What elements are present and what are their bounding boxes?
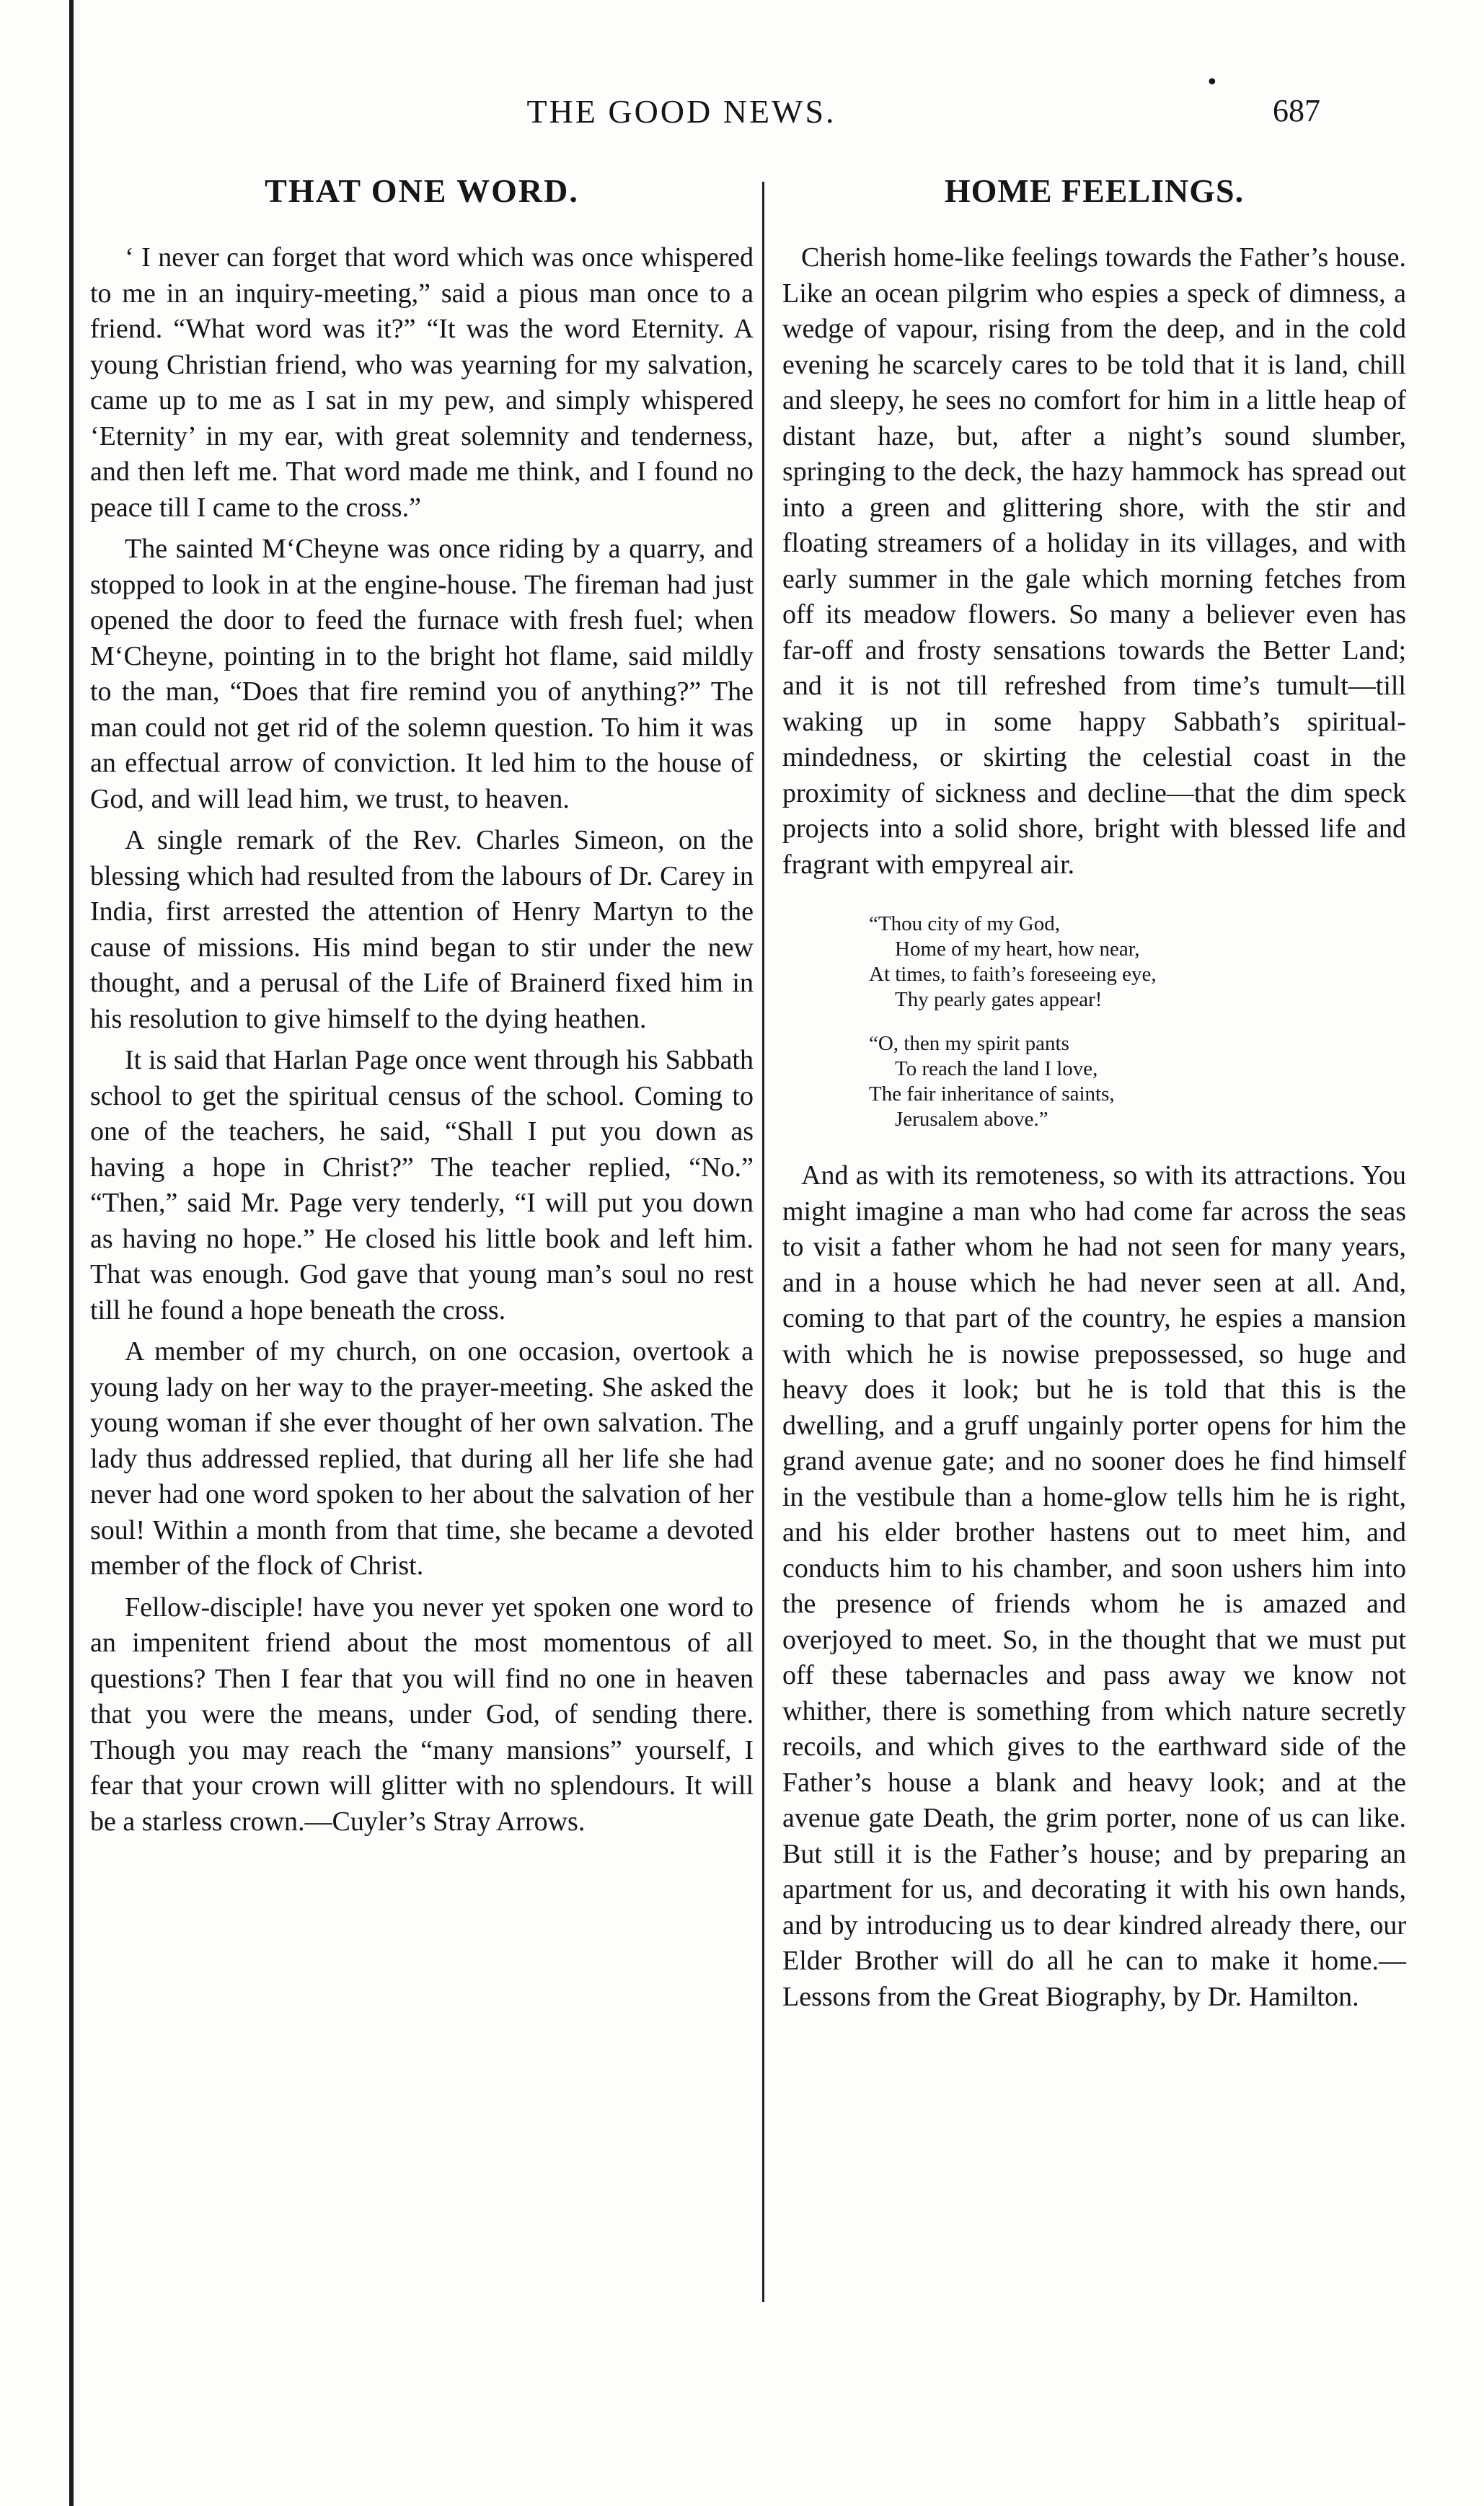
article-title: THAT ONE WORD. bbox=[265, 172, 579, 209]
article-title: HOME FEELINGS. bbox=[944, 172, 1245, 209]
page-left-edge-rule bbox=[69, 0, 74, 2506]
print-speck: • bbox=[1206, 70, 1219, 95]
article-paragraph: It is said that Harlan Page once went through his Sabbath school to get the spiritual census of the school. Coming to one of the teachers, he said, “Shall I put you down as having a hope in Christ?” The teacher replied, “No.” “Then,” said Mr. Page very tenderly, “I will put you down as having no hope.” He closed his little book and left him. That was enough. God gave that young man’s soul no rest till he found a hope beneath the cross. bbox=[90, 1045, 754, 1325]
poem-line: The fair inheritance of saints, bbox=[869, 1082, 1115, 1106]
article-paragraph: Cherish home-like feelings towards the Father’s house. Like an ocean pilgrim who espies a speck of dimness, a wedge of vapour, rising from the deep, and in the cold evening he scarcely cares to be told that it is land, chill and sleepy, he sees no comfort for him in a little heap of distant haze, but, after a night’s sound slumber, springing to the deck, the hazy hammock has spread out into a green and glittering shore, with the stir and floating streamers of a holiday in its villages, and with early summer in the gale which morning fetches from off its meadow flowers. So many a believer even has far-off and frosty sensations towards the Better Land; and it is not till refreshed from time’s tumult—till waking up in some happy Sabbath’s spiritual-mindedness, or skirting the celestial coast in the proximity of sickness and decline—that the dim speck projects into a solid shore, bright with blessed life and fragrant with empyreal air. bbox=[782, 242, 1406, 880]
poem-line: At times, to faith’s foreseeing eye, bbox=[869, 963, 1157, 986]
poem-line: Thy pearly gates appear! bbox=[895, 988, 1103, 1011]
poem-line: To reach the land I love, bbox=[895, 1057, 1098, 1080]
article-home-feelings bbox=[782, 172, 1406, 2021]
article-paragraph: And as with its remoteness, so with its attractions. You might imagine a man who had come far across the seas to visit a father whom he had not seen for many years, and in a house which he had never seen at all. And, coming to that part of the country, he espies a mansion with which he is nowise prepossessed, so huge and heavy does it look; but he is told that this is the dwelling, and a gruff ungainly porter opens for him the grand avenue gate; and no sooner does he find himself in the vestibule than a home-glow tells him he is right, and his elder brother hastens out to meet him, and conducts him to his chamber, and soon ushers him into the presence of friends whom he is amazed and overjoyed to meet. So, in the thought that we must put off these tabernacles and pass away we know not whither, there is something from which nature secretly recoils, and which gives to the earthward side of the Father’s house a blank and heavy look; and at the avenue gate Death, the grim porter, none of us can like. But still it is the Father’s house; and by preparing an apartment for us, and decorating it with his own hands, and by introducing us to dear kindred already there, our Elder Brother will do all he can to make it home.—Lessons from the Great Biography, by Dr. Hamilton. bbox=[782, 1160, 1406, 2012]
poem bbox=[869, 912, 1406, 1132]
running-head: THE GOOD NEWS. bbox=[526, 93, 836, 130]
poem-line: Jerusalem above.” bbox=[895, 1108, 1048, 1131]
article-that-one-word bbox=[90, 172, 754, 1845]
article-paragraph: ‘ I never can forget that word which was once whispered to me in an inquiry-meeting,” said a pious man once to a friend. “What word was it?” “It was the word Eternity. A young Christian friend, who was yearning for my salvation, came up to me as I sat in my pew, and simply whispered ‘Eternity’ in my ear, with great solemnity and tenderness, and then left me. That word made me think, and I found no peace till I came to the cross.” bbox=[90, 242, 754, 523]
poem-line: “O, then my spirit pants bbox=[869, 1032, 1069, 1055]
article-paragraph: A member of my church, on one occasion, overtook a young lady on her way to the prayer-meeting. She asked the young woman if she ever thought of her own salvation. The lady thus addressed replied, that during all her life she had never had one word spoken to her about the salvation of her soul! Within a month from that time, she became a devoted member of the flock of Christ. bbox=[90, 1336, 754, 1581]
article-paragraph: The sainted M‘Cheyne was once riding by a quarry, and stopped to look in at the engine-house. The fireman had just opened the door to feed the furnace with fresh fuel; when M‘Cheyne, pointing in to the bright hot flame, said mildly to the man, “Does that fire remind you of anything?” The man could not get rid of the solemn question. To him it was an effectual arrow of conviction. It led him to the house of God, and will lead him, we trust, to heaven. bbox=[90, 534, 754, 814]
column-divider bbox=[762, 182, 764, 2302]
article-paragraph: A single remark of the Rev. Charles Simeon, on the blessing which had resulted from the labours of Dr. Carey in India, first arrested the attention of Henry Martyn to the cause of missions. His mind began to stir under the new thought, and a perusal of the Life of Brainerd fixed him in his resolution to give himself to the dying heathen. bbox=[90, 825, 754, 1034]
poem-line: Home of my heart, how near, bbox=[895, 937, 1140, 961]
poem-stanza bbox=[869, 1031, 1406, 1132]
poem-stanza bbox=[869, 912, 1406, 1012]
article-paragraph: Fellow-disciple! have you never yet spoken one word to an impenitent friend about the most momentous of all questions? Then I fear that you will find no one in heaven that you were the means, under God, of sending there. Though you may reach the “many mansions” yourself, I fear that your crown will glitter with no splendours. It will be a starless crown.—Cuyler’s Stray Arrows. bbox=[90, 1592, 754, 1837]
poem-line: “Thou city of my God, bbox=[869, 912, 1060, 935]
page-number: 687 bbox=[1273, 93, 1320, 128]
